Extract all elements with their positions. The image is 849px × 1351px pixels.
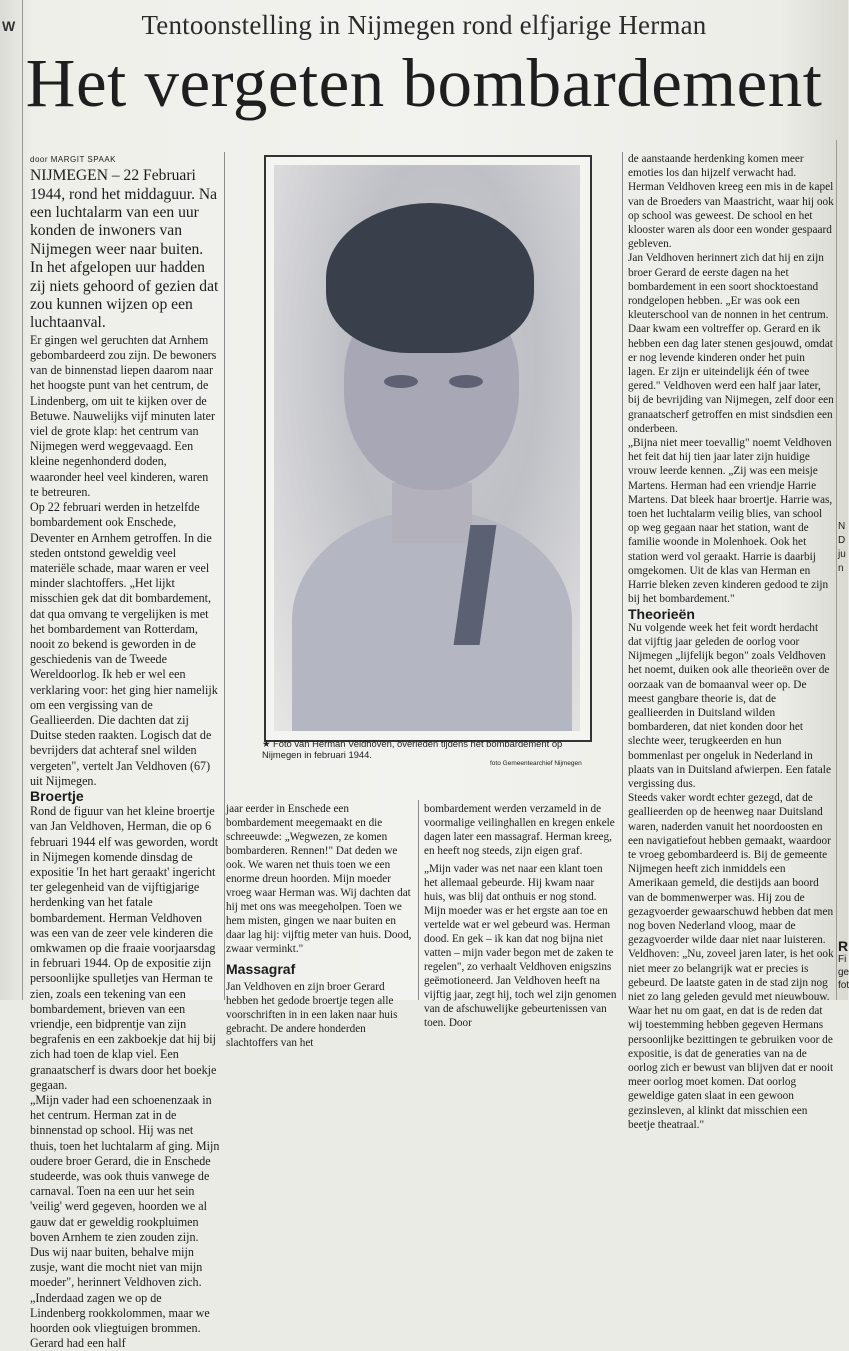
body-paragraph: Op 22 februari werden in hetzelfde bombardement ook Enschede, Deventer en Arnhem getroffen. In die steden ontstond geweldig veel materiële schade, maar waren er veel minder slachtoffers. „Het lijkt misschien gek dat dit bombardement, dat qua omvang te vergelijken is met het bombardement van Rotterdam, nooit zo bekend is geworden in de geschiedenis van de Tweede Wereldoorlog. Ik heb er wel een verklaring voor: het ging hier namelijk om een vergissing van de Geallieerden. Die dachten dat zij Duitse steden raakten. Logisch dat de bevrijders dat achteraf snel wilden vergeten", vertelt Jan Veldhoven (67) uit Nijmegen. (30, 500, 218, 788)
photo-caption: ★ Foto van Herman Veldhoven, overleden tijdens het bombardement op Nijmegen in februari 1944. (262, 738, 563, 760)
column-2 (226, 802, 414, 1050)
byline: door MARGIT SPAAK (30, 155, 117, 164)
headline-supertitle: Tentoonstelling in Nijmegen rond elfjarige Herman (141, 10, 707, 40)
edge-fragment: n (838, 563, 844, 574)
body-paragraph: Steeds vaker wordt echter gezegd, dat de geallieerden op de heenweg naar Duitsland waren, naderden vanuit het noordoosten en een navigatiefout hebben gemaakt, waardoor te vroeg gebombardeerd is. Bij de gemeente Nijmegen heeft zich inmiddels een Amerikaan gemeld, die destijds aan boord van de bommenwerper was. Hij zou de gezagvoerder gewaarschuwd hebben dat men nog boven Nederland vloog, maar de gezagvoerder wilde daar niet naar luisteren. Veldhoven: „Nu, zoveel jaren later, is het ook niet meer zo belangrijk wat er precies is gebeurd. De laatste gaten in de stad zijn nog niet zo lang geleden gevuld met nieuwbouw. Waar het nu om gaat, en dat is de reden dat wij toestemming hebben gegeven Hermans persoonlijke bezittingen te gebruiken voor de expositie, is dat de generaties van na de oorlog zich er bewust van blijven dat er nooit meer oorlog moet komen. Dat oorlog geweldige gaten slaat in een gewoon gezinsleven, al klinkt dat misschien een beetje theatraal." (628, 792, 834, 1131)
portrait-photo (274, 165, 580, 731)
photo-credit: foto Gemeentearchief Nijmegen (490, 760, 582, 767)
edge-fragment: N (838, 521, 846, 532)
body-paragraph: Rond de figuur van het kleine broertje van Jan Veldhoven, Herman, die op 6 februari 1944 elf was geworden, wordt in Nijmegen komende dinsdag de expositie 'In het hart geraakt' ingericht ter gelegenheid van de vijftigjarige herdenking van het fatale bombardement. Herman Veldhoven was een van de zeer vele kinderen die omkwamen op die fraaie voorjaarsdag in februari 1944. Op de expositie zijn persoonlijke spulletjes van Herman te zien, zoals een tekening van een bombardement, brieven van een vriendje, een bidprentje van zijn begrafenis en een zakboekje dat hij bij zich had toen de klap viel. Een granaatscherf is dwars door het boekje gegaan. (30, 804, 219, 1092)
body-paragraph: bombardement werden verzameld in de voormalige veilinghallen en kregen enkele dagen later een massagraf. Herman kreeg, en heeft nog steeds, zijn eigen graf. (424, 803, 615, 857)
photo-frame (264, 155, 592, 742)
column-rule (224, 152, 225, 1000)
subheading-broertje: Broertje (30, 787, 84, 804)
column-4 (628, 152, 834, 1132)
edge-fragment: Fi (838, 954, 847, 965)
photo-eye (384, 375, 418, 388)
edge-fragment: D (838, 535, 846, 546)
column-rule (622, 152, 623, 1000)
photo-eye (449, 375, 483, 388)
photo-neck (392, 483, 472, 543)
body-paragraph: „Bijna niet meer toevallig" noemt Veldhoven het feit dat hij tien jaar later zijn huidige vrouw leerde kennen. „Zij was een meisje Martens. Herman had een vriendje Harrie Martens. Dat bleek haar broertje. Harrie was, toen het luchtalarm veilig blies, van school op weg gegaan naar het station, want de familie woonde in Molenhoek. Ook het station werd vol geraakt. Harrie is daarbij omgekomen. Uit de klas van Herman en Harrie bleken zeven kinderen gedood te zijn bij het bombardement." (628, 437, 833, 606)
column-rule (418, 800, 419, 1000)
edge-fragment: ju (838, 549, 846, 560)
right-edge-fragments-bottom (838, 940, 848, 992)
body-paragraph: „Mijn vader had een schoenenzaak in het centrum. Herman zat in de binnenstad op school. Hij was net thuis, toen het luchtalarm af ging. Mijn oudere broer Gerard, die in Enschede studeerde, was ook thuis vanwege de carnaval. Toen na een uur het sein 'veilig' werd gegeven, hoorden we al gauw dat er geweldig rookpluimen boven Arnhem te zien zouden zijn. Dus wij naar buiten, behalve mijn zusje, want die mocht niet van mijn moeder", herinnert Veldhoven zich. (30, 1093, 220, 1290)
subheading-theorieen: Theorieën (628, 605, 695, 622)
body-paragraph: „Inderdaad zagen we op de Lindenberg rookkolommen, maar we hoorden ook vliegtuigen brommen. Gerard had een half (30, 1290, 210, 1351)
subheading-massagraf: Massagraf (226, 961, 296, 977)
body-paragraph: Jan Veldhoven herinnert zich dat hij en zijn broer Gerard de eerste dagen na het bombardement in een soort shocktoestand rondgelopen hebben. „Er was ook een kleuterschool van de nonnen in het centrum. Daar kwam een voltreffer op. Gerard en ik hebben een dag later stenen gesjouwd, omdat er nog levende kinderen onder het puin lagen. Er zijn er uiteindelijk één of twee gered." Veldhoven werd een half jaar later, bij de bevrijding van Nijmegen, zelf door een granaatscherf getroffen en mist sindsdien een onderbeen. (628, 252, 834, 435)
headline-title: Het vergeten bombardement (25, 45, 823, 121)
body-paragraph: jaar eerder in Enschede een bombardement meegemaakt en die schreeuwde: „Wegwezen, ze komen bombarderen. Rennen!" Dat deden we ook. We waren net thuis toen we een enorme dreun hoorden. Mijn moeder vroeg waar Herman was. Wij dachten dat hij met ons was meegeholpen. Toen we hem misten, gingen we naar buiten en daar lag hij: vijftig meter van huis. Dood, zwaar verminkt." (226, 803, 412, 955)
right-edge-fragments (838, 520, 848, 576)
photo-hair (326, 203, 534, 353)
right-column-rule (836, 140, 837, 1000)
left-column-rule (22, 0, 23, 1000)
edge-fragment: ge (838, 967, 849, 978)
left-edge-letter: W (2, 18, 16, 34)
column-1 (30, 152, 220, 1351)
body-paragraph: „Mijn vader was net naar een klant toen het allemaal gebeurde. Hij kwam naar huis, was blij dat onthuis er nog stond. Mijn moeder was er het ergste aan toe en vertelde wat er wel gebeurd was. Herman dood. En gek – ik kan dat nog bijna niet vatten – mijn vader begon met de zaken te regelen", zo verhaalt Veldhoven enigszins geëmotioneerd. Jan Veldhoven heeft na vijftig jaar, zegt hij, toch wel zijn genomen van de afschuwelijke gebeurtenissen van toen. Door (424, 863, 617, 1029)
edge-fragment: R (838, 938, 849, 954)
column-3 (424, 802, 618, 1030)
body-paragraph: Jan Veldhoven en zijn broer Gerard hebben het gedode broertje tegen alle voorschriften in in een laken naar huis gebracht. De andere honderden slachtoffers van het (226, 981, 398, 1049)
edge-fragment: fot (838, 980, 849, 991)
body-paragraph: de aanstaande herdenking komen meer emoties los dan hijzelf verwacht had. Herman Veldhoven kreeg een mis in de kapel van de Broeders van Maastricht, waar hij ook op school was geweest. De school en het klooster waren als door een wonder gespaard gebleven. (628, 153, 834, 251)
intro-paragraph: NIJMEGEN – 22 Februari 1944, rond het middaguur. Na een luchtalarm van een uur konden de inwoners van Nijmegen weer naar buiten. In het afgelopen uur hadden zij niets gehoord of gezien dat zou kunnen wijzen op een luchtaanval. (30, 167, 219, 332)
body-paragraph: Nu volgende week het feit wordt herdacht dat vijftig jaar geleden de oorlog voor Nijmegen „lijfelijk begon" zoals Veldhoven het noemt, duiken ook alle theorieën over de oorzaak van de bomaanval weer op. De meest gangbare theorie is, dat de geallieerden in Duitsland wilden bombarderen, dat niet konden door het slechte weer, terugkeerden en hun bommenlast per ongeluk in Nederland in plaats van in Duitsland afwierpen. Een fatale vergissing dus. (628, 621, 831, 790)
body-paragraph: Er gingen wel geruchten dat Arnhem gebombardeerd zou zijn. De bewoners van de binnenstad liepen daarom naar het hoogste punt van het centrum, de Lindenberg, om uit te kijken over de Betuwe. Nauwelijks vijf minuten later viel de grote klap: het centrum van Nijmegen werd weggevaagd. Een kleine negenhonderd doden, waaronder heel veel kinderen, waren te betreuren. (30, 332, 217, 499)
photo-coat (292, 510, 572, 731)
